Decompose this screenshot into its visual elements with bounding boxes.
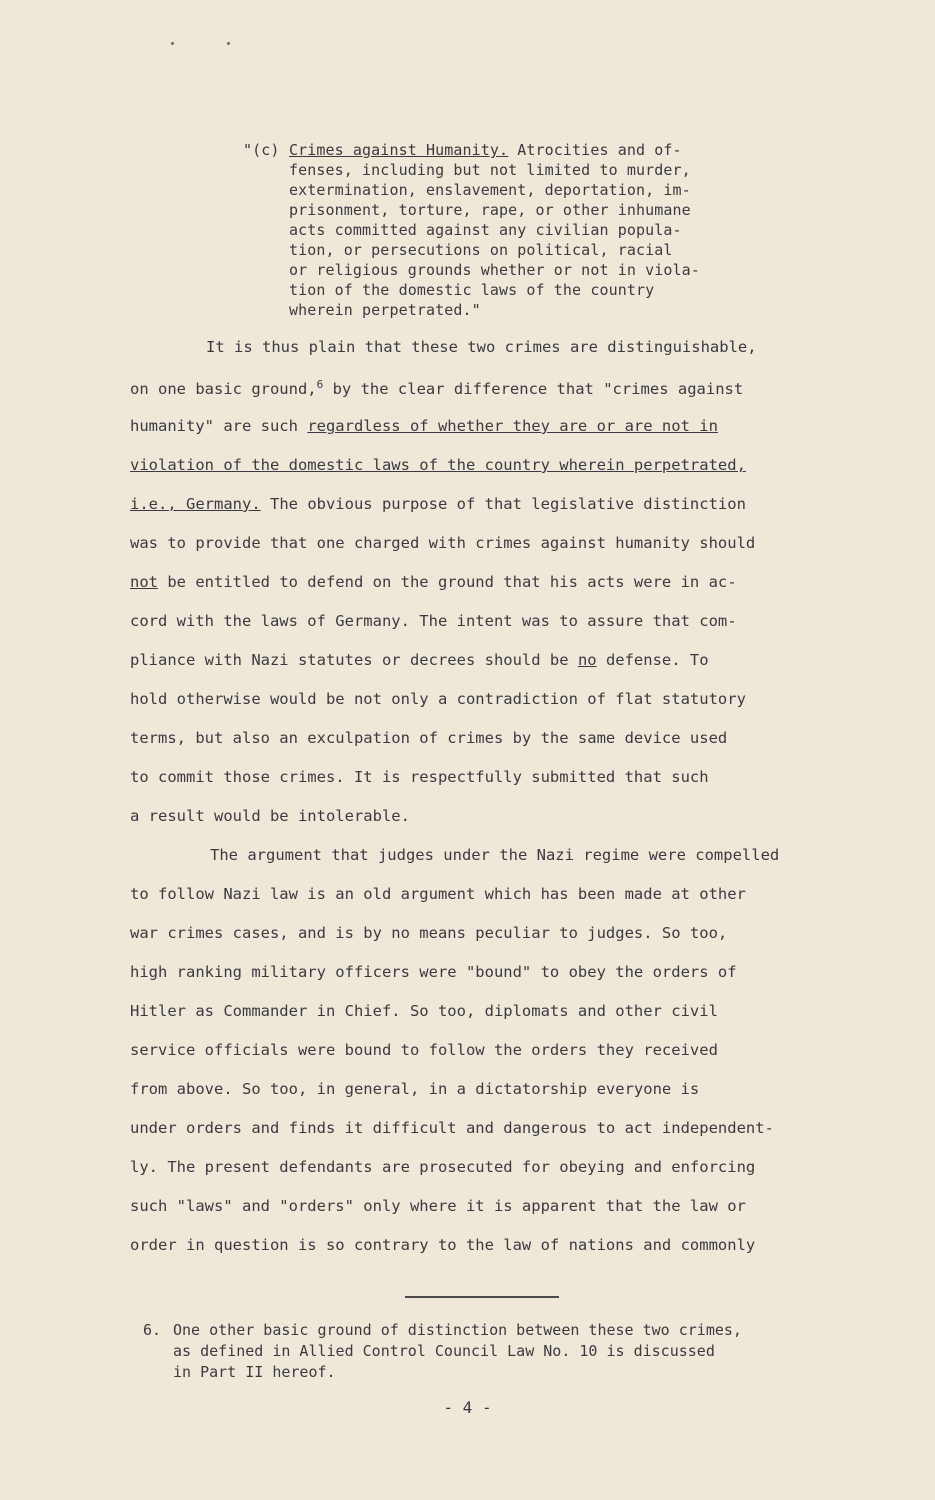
- quote-line: tion of the domestic laws of the country: [289, 281, 655, 299]
- text-line: under orders and finds it difficult and dangerous to act independent-: [130, 1119, 774, 1137]
- footnote-ref: 6: [316, 378, 324, 391]
- footnote-number: 6.: [143, 1321, 162, 1339]
- text-line: such "laws" and "orders" only where it is apparent that the law or: [130, 1197, 746, 1215]
- page-number: - 4 -: [443, 1398, 492, 1417]
- text-line: Hitler as Commander in Chief. So too, diplomats and other civil: [130, 1002, 718, 1020]
- footnote-line: One other basic ground of distinction between these two crimes,: [173, 1321, 742, 1339]
- text-line: cord with the laws of Germany. The intent was to assure that com-: [130, 612, 737, 630]
- text-line: not be entitled to defend on the ground that his acts were in ac-: [130, 573, 737, 591]
- quote-line: tion, or persecutions on political, racial: [289, 241, 673, 259]
- text-line: terms, but also an exculpation of crimes by the same device used: [130, 729, 728, 747]
- text-line: humanity" are such regardless of whether they are or are not in: [130, 417, 718, 435]
- text-line: from above. So too, in general, in a dictatorship everyone is: [130, 1080, 700, 1098]
- paper-speck: [227, 42, 230, 45]
- text-line: war crimes cases, and is by no means peculiar to judges. So too,: [130, 924, 728, 942]
- text-line: hold otherwise would be not only a contradiction of flat statutory: [130, 690, 746, 708]
- quote-line: wherein perpetrated.": [289, 301, 481, 319]
- text-line: to follow Nazi law is an old argument which has been made at other: [130, 885, 746, 903]
- quote-line: Crimes against Humanity. Atrocities and of-: [289, 141, 682, 159]
- quote-line: extermination, enslavement, deportation, im-: [289, 181, 691, 199]
- text-line: i.e., Germany. The obvious purpose of that legislative distinction: [130, 495, 746, 513]
- footnote: [143, 1320, 803, 1383]
- footnote-line: as defined in Allied Control Council Law No. 10 is discussed: [173, 1342, 715, 1360]
- quote-line: prisonment, torture, rape, or other inhumane: [289, 201, 691, 219]
- text-line: order in question is so contrary to the law of nations and commonly: [130, 1236, 756, 1254]
- text-line: It is thus plain that these two crimes are distinguishable,: [206, 338, 757, 356]
- text-line: The argument that judges under the Nazi regime were compelled: [210, 846, 780, 864]
- text-line: ly. The present defendants are prosecuted for obeying and enforcing: [130, 1158, 756, 1176]
- text-line: high ranking military officers were "bound" to obey the orders of: [130, 963, 737, 981]
- text-line: violation of the domestic laws of the country wherein perpetrated,: [130, 456, 746, 474]
- text-line: to commit those crimes. It is respectfully submitted that such: [130, 768, 709, 786]
- text-line: was to provide that one charged with crimes against humanity should: [130, 534, 756, 552]
- quote-line: fenses, including but not limited to murder,: [289, 161, 691, 179]
- quote-heading: Crimes against Humanity.: [289, 141, 509, 159]
- quoted-statute: [243, 140, 743, 320]
- quote-line: acts committed against any civilian popula-: [289, 221, 682, 239]
- footnote-divider: [405, 1296, 559, 1298]
- quote-marker: "(c): [243, 141, 280, 159]
- text-line: on one basic ground,$^6$ by the clear difference that "crimes against: [130, 378, 744, 398]
- footnote-line: in Part II hereof.: [173, 1363, 336, 1381]
- text-line: a result would be intolerable.: [130, 807, 410, 825]
- quote-line: or religious grounds whether or not in viola-: [289, 261, 700, 279]
- paper-speck: [171, 42, 174, 45]
- text-line: pliance with Nazi statutes or decrees should be no defense. To: [130, 651, 709, 669]
- text-line: service officials were bound to follow the orders they received: [130, 1041, 718, 1059]
